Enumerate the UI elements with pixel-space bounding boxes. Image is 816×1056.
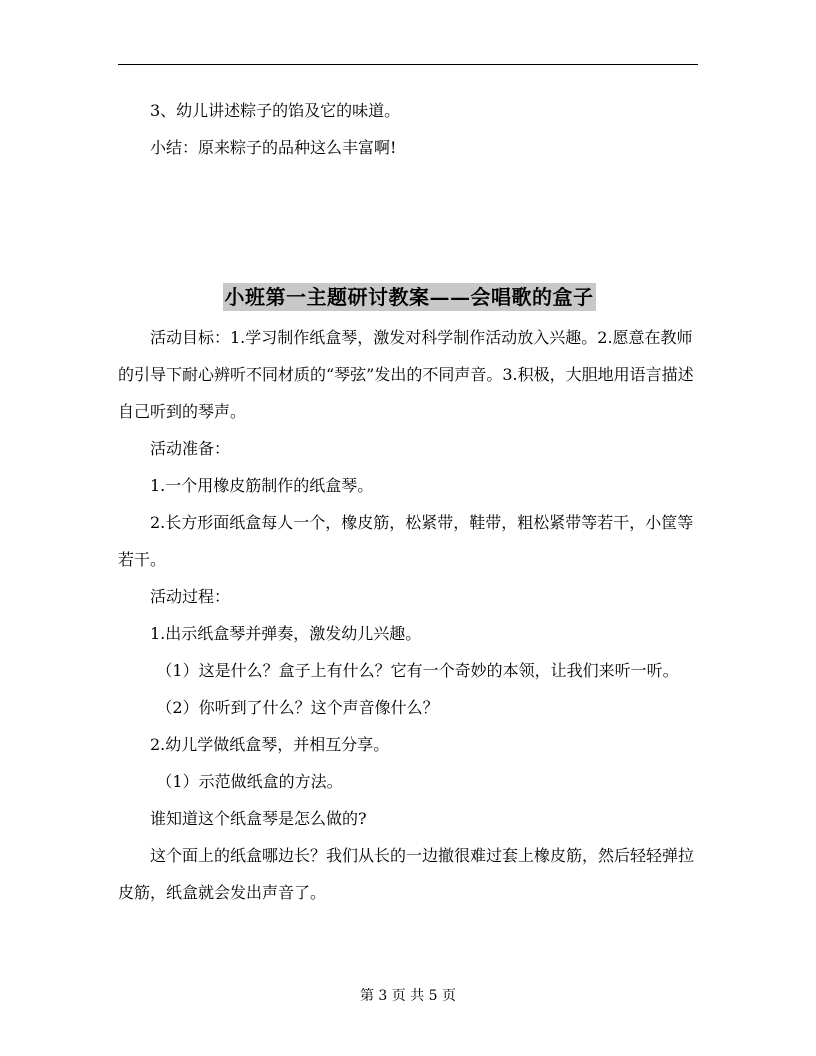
paragraph-preparation-2: 2.长方形面纸盒每人一个，橡皮筋，松紧带，鞋带，粗松紧带等若干，小筐等若干。 bbox=[118, 513, 694, 569]
lesson-title: 小班第一主题研讨教案——会唱歌的盒子 bbox=[224, 285, 594, 309]
paragraph-goals: 活动目标：1.学习制作纸盒琴，激发对科学制作活动放入兴趣。2.愿意在教师的引导下耐心辨听不同材质的“琴弦”发出的不同声音。3.积极，大胆地用语言描述自己听到的琴声。 bbox=[118, 328, 694, 421]
paragraph-fillings: 3、幼儿讲述粽子的馅及它的味道。 bbox=[150, 101, 401, 120]
paragraph-process-1-2: （2）你听到了什么？这个声音像什么？ bbox=[156, 698, 439, 717]
paragraph-process-2-1: （1）示范做纸盒的方法。 bbox=[156, 772, 343, 791]
paragraph-explanation: 这个面上的纸盒哪边长？我们从长的一边撤很难过套上橡皮筋，然后轻轻弹拉皮筋，纸盒就会发出声音了。 bbox=[118, 846, 695, 902]
paragraph-question: 谁知道这个纸盒琴是怎么做的? bbox=[150, 809, 367, 828]
paragraph-process-1: 1.出示纸盒琴并弹奏，激发幼儿兴趣。 bbox=[150, 624, 422, 643]
paragraph-preparation-heading: 活动准备： bbox=[150, 439, 231, 458]
header-rule bbox=[118, 64, 698, 65]
page-footer: 第 3 页 共 5 页 bbox=[359, 988, 457, 1004]
paragraph-summary: 小结：原来粽子的品种这么丰富啊! bbox=[150, 138, 397, 157]
paragraph-preparation-1: 1.一个用橡皮筋制作的纸盒琴。 bbox=[150, 476, 374, 495]
paragraph-process-heading: 活动过程： bbox=[150, 587, 231, 606]
document-body bbox=[118, 92, 700, 911]
paragraph-process-1-1: （1）这是什么？盒子上有什么？它有一个奇妙的本领，让我们来听一听。 bbox=[156, 661, 679, 680]
paragraph-process-2: 2.幼儿学做纸盒琴，并相互分享。 bbox=[150, 735, 390, 754]
lesson-title-wrap bbox=[118, 279, 700, 319]
